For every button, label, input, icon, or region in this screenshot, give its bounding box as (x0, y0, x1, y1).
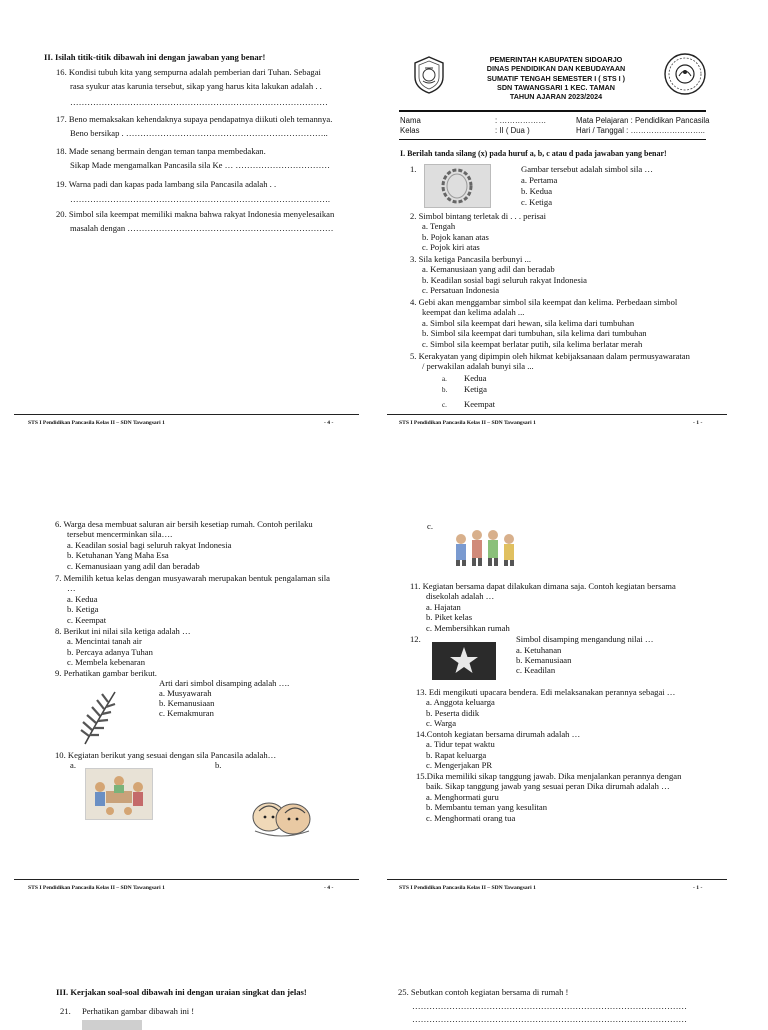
q5-option-b-letter: b. (442, 386, 448, 394)
q11-line1: 11. Kegiatan bersama dapat dilakukan dimana saja. Contoh kegiatan bersama (410, 581, 676, 591)
kelas-value: : II ( Dua ) (495, 126, 530, 135)
q15-option-b: b. Membantu teman yang kesulitan (426, 802, 548, 813)
q9-option-b: b. Kemanusiaan (159, 698, 215, 708)
section-title-2: II. Isilah titik-titik dibawah ini dengan jawaban yang benar! (44, 52, 266, 62)
q13-text: 13. Edi mengikuti upacara bendera. Edi melaksanakan perannya sebagai … (416, 687, 676, 697)
q4-option-c: c. Simbol sila keempat berlatar putih, sila kelima berlatar merah (422, 338, 643, 349)
section-title-3: III. Kerjakan soal-soal dibawah ini dengan uraian singkat dan jelas! (56, 987, 307, 997)
q8-text: 8. Berikut ini nilai sila ketiga adalah … (55, 626, 191, 636)
q11-line2: disekolah adalah … (426, 591, 495, 602)
q5-option-b-text: Ketiga (464, 384, 487, 394)
q10-option-b-label: b. (215, 760, 222, 770)
q25-text: 25. Sebutkan contoh kegiatan bersama di rumah ! (398, 987, 569, 997)
question-14 (416, 729, 718, 771)
question-7 (55, 573, 360, 625)
children-together-image (451, 525, 521, 569)
q4-line2: keempat dan kelima adalah ... (422, 307, 525, 318)
q12-option-b: b. Kemanusiaan (516, 655, 572, 665)
footer-p2-left: STS I Pendidikan Pancasila Kelas II – SDN Tawangsari 1 (28, 885, 165, 891)
q8-option-b: b. Percaya adanya Tuhan (67, 646, 153, 657)
question-25 (398, 987, 718, 1024)
kids-group-icon (451, 525, 521, 569)
footer-rule-p1-right (387, 414, 727, 415)
q6-line1: 6. Warga desa membuat saluran air bersih kesetiap rumah. Contoh perilaku (55, 519, 313, 529)
q3-text: 3. Sila ketiga Pancasila berbunyi ... (410, 254, 532, 264)
q6-option-a: a. Keadilan sosial bagi seluruh rakyat Indonesia (67, 539, 232, 550)
question-19 (56, 179, 356, 205)
chain-image (424, 164, 491, 208)
q14-text: 14.Contoh kegiatan bersama dirumah adalah … (416, 729, 581, 739)
q8-option-c: c. Membela kebenaran (67, 657, 146, 668)
q16-line2: rasa syukur atas karunia tersebut, sikap yang harus kita lakukan adalah . . (70, 81, 322, 92)
q2-option-c: c. Pojok kiri atas (422, 242, 480, 253)
q2-option-a: a. Tengah (422, 221, 456, 232)
footer-rule-p2-left (14, 879, 359, 880)
q3-option-c: c. Persatuan Indonesia (422, 285, 500, 296)
q7-option-c: c. Keempat (67, 614, 107, 625)
q6-option-c: c. Kemanusiaan yang adil dan beradab (67, 560, 200, 571)
q4-line1: 4. Gebi akan menggambar simbol sila keempat dan kelima. Perbedaan simbol (410, 297, 678, 307)
footer-rule-p1-left (14, 414, 359, 415)
q7-option-a: a. Kedua (67, 593, 98, 604)
star-icon (432, 642, 496, 680)
q17-line1: 17. Beno memaksakan kehendaknya supaya pendapatnya diikuti oleh temannya. (56, 114, 333, 124)
q8-option-a: a. Mencintai tanah air (67, 636, 142, 647)
q11-option-b: b. Piket kelas (426, 612, 473, 623)
q2-text: 2. Simbol bintang terletak di . . . perisai (410, 211, 547, 221)
q9-option-c: c. Kemakmuran (159, 708, 214, 718)
question-2 (410, 211, 710, 253)
q4-option-a: a. Simbol sila keempat dari hewan, sila kelima dari tumbuhan (422, 317, 635, 328)
q1-option-a: a. Pertama (521, 175, 558, 185)
q5-option-a-letter: a. (442, 375, 447, 383)
header-line4: SDN TAWANGSARI 1 KEC. TAMAN (497, 83, 615, 93)
q5-option-a-text: Kedua (464, 373, 487, 383)
q1-number: 1. (410, 164, 417, 174)
question-3 (410, 254, 710, 296)
question-4 (410, 297, 710, 349)
q15-option-c: c. Menghormati orang tua (426, 812, 516, 823)
leaf-icon (77, 688, 123, 748)
banyan-leaf-image (77, 688, 123, 748)
q21-text: Perhatikan gambar dibawah ini ! (82, 1006, 195, 1016)
star-symbol-image (432, 642, 496, 680)
school-header (452, 55, 660, 102)
q20-line1: 20. Simbol sila keempat memiliki makna bahwa rakyat Indonesia menyelesaikan (56, 209, 335, 219)
footer-p1-right: STS I Pendidikan Pancasila Kelas II – SDN Tawangsari 1 (399, 420, 536, 426)
children-fighting-image (245, 791, 317, 841)
q10-option-a-label: a. (70, 760, 76, 770)
q15-option-a: a. Menghormati guru (426, 791, 499, 802)
q18-line2: Sikap Made mengamalkan Pancasila sila Ke … …………………………… (70, 160, 330, 171)
question-6 (55, 519, 360, 571)
footer-page-p1-right: - 1 - (693, 420, 703, 426)
q14-option-a: a. Tidur tepat waktu (426, 739, 495, 750)
footer-page-p2-left: - 4 - (324, 885, 334, 891)
q1-text: Gambar tersebut adalah simbol sila … (521, 164, 653, 174)
q5-option-b (442, 384, 487, 395)
header-line2: DINAS PENDIDIKAN DAN KEBUDAYAAN (486, 64, 626, 74)
q12-text: Simbol disamping mengandung nilai … (516, 634, 654, 644)
footer-p1-left: STS I Pendidikan Pancasila Kelas II – SDN Tawangsari 1 (28, 420, 165, 426)
q7-option-b: b. Ketiga (67, 604, 99, 615)
classroom-image (85, 768, 153, 820)
q5-line2: / perwakilan adalah bunyi sila ... (422, 361, 534, 372)
header-rule-thick (399, 110, 706, 112)
q7-line1: 7. Memilih ketua kelas dengan musyawarah merupakan bentuk pengalaman sila (55, 573, 330, 583)
q19-line1: 19. Warna padi dan kapas pada lambang sila Pancasila adalah . . (56, 179, 277, 189)
q21-image (82, 1020, 142, 1030)
q12-number: 12. (410, 634, 421, 644)
q19-answer-line: ………………………………………………………………………………. (70, 194, 330, 205)
question-8 (55, 626, 360, 668)
q6-line2: tersebut mencerminkan sila…. (67, 529, 173, 540)
tut-wuri-logo-icon (663, 52, 707, 96)
q5-option-c-letter: c. (442, 401, 447, 409)
q9-text: 9. Perhatikan gambar berikut. (55, 668, 157, 678)
header-line3: SUMATIF TENGAH SEMESTER I ( STS I ) (486, 73, 626, 83)
q2-option-b: b. Pojok kanan atas (422, 231, 489, 242)
q5-option-c (442, 399, 495, 410)
q4-option-b: b. Simbol sila keempat dari tumbuhan, sila kelima dari tumbuhan (422, 328, 647, 339)
q6-option-b: b. Ketuhanan Yang Maha Esa (67, 550, 169, 561)
header-line5: TAHUN AJARAN 2023/2024 (509, 92, 603, 102)
q5-line1: 5. Kerakyatan yang dipimpin oleh hikmat kebijaksanaan dalam permusyawaratan (410, 351, 690, 361)
question-9 (55, 668, 360, 718)
q16-answer-line: ……………………………………………………………………………… (70, 96, 328, 107)
q7-line2: … (67, 583, 76, 594)
q14-option-c: c. Mengerjakan PR (426, 760, 493, 771)
q13-option-a: a. Anggota keluarga (426, 697, 495, 708)
q12-option-a: a. Ketuhanan (516, 645, 562, 655)
q9-option-a: a. Musyawarah (159, 688, 212, 698)
question-20 (56, 209, 356, 234)
q16-line1: 16. Kondisi tubuh kita yang sempurna adalah pemberian dari Tuhan. Sebagai (56, 67, 321, 77)
chain-icon (425, 165, 490, 207)
q17-line2: Beno bersikap . …………………………………………………………….. (70, 128, 328, 139)
q1-option-c: c. Ketiga (521, 197, 553, 207)
q5-option-c-text: Keempat (464, 399, 496, 409)
nama-value: : ……………… (495, 116, 547, 125)
q14-option-b: b. Rapat keluarga (426, 749, 487, 760)
q1-option-b: b. Kedua (521, 186, 553, 196)
footer-page-p1-left: - 4 - (324, 420, 334, 426)
q11-option-a: a. Hajatan (426, 601, 461, 612)
fighting-kids-icon (245, 791, 317, 841)
q5-option-a (442, 373, 486, 384)
section-title-1: I. Berilah tanda silang (x) pada huruf a, b, c atau d pada jawaban yang benar! (400, 149, 667, 158)
q12-option-c: c. Keadilan (516, 665, 556, 675)
footer-rule-p2-right (387, 879, 727, 880)
question-5 (410, 351, 710, 409)
q13-option-b: b. Peserta didik (426, 707, 480, 718)
question-13 (416, 687, 718, 729)
q20-line2: masalah dengan ……………………………………………………………… (70, 223, 334, 234)
question-18 (56, 146, 356, 171)
info-rule (399, 139, 706, 140)
nama-label: Nama (400, 116, 421, 125)
mata-pelajaran: Mata Pelajaran : Pendidikan Pancasila (576, 116, 710, 125)
q25-answer-line-1: …………………………………………………………………………………… (412, 1001, 687, 1012)
q25-answer-line-2: …………………………………………………………………………………… (412, 1013, 687, 1024)
header-line1: PEMERINTAH KABUPATEN SIDOARJO (489, 55, 623, 64)
q18-line1: 18. Made senang bermain dengan teman tanpa membedakan. (56, 146, 266, 156)
q3-option-a: a. Kemanusiaan yang adil dan beradab (422, 264, 555, 275)
q10-text: 10. Kegiatan berikut yang sesuai dengan sila Pancasila adalah… (55, 750, 277, 760)
q11-option-c: c. Membersihkan rumah (426, 622, 510, 633)
question-15 (416, 771, 718, 823)
hari-tanggal: Hari / Tanggal : ……………………….. (576, 126, 705, 135)
footer-page-p2-right: - 1 - (693, 885, 703, 891)
question-16 (56, 67, 356, 107)
kelas-label: Kelas (400, 126, 420, 135)
question-17 (56, 114, 356, 139)
q21-number: 21. (60, 1006, 71, 1016)
q15-line2: baik. Sikap tanggung jawab yang sesuai peran Dika dirumah adalah … (426, 781, 670, 792)
q15-line1: 15.Dika memiliki sikap tanggung jawab. Dika menjalankan perannya dengan (416, 771, 682, 781)
children-discussion-icon (86, 769, 152, 819)
question-10 (55, 750, 360, 770)
q9-question: Arti dari simbol disamping adalah …. (159, 678, 290, 688)
q3-option-b: b. Keadilan sosial bagi seluruh rakyat Indonesia (422, 274, 587, 285)
q10-option-c-label: c. (427, 521, 433, 531)
sidoarjo-logo-icon (409, 55, 449, 95)
question-11 (410, 581, 718, 633)
q13-option-c: c. Warga (426, 718, 457, 729)
footer-p2-right: STS I Pendidikan Pancasila Kelas II – SDN Tawangsari 1 (399, 885, 536, 891)
